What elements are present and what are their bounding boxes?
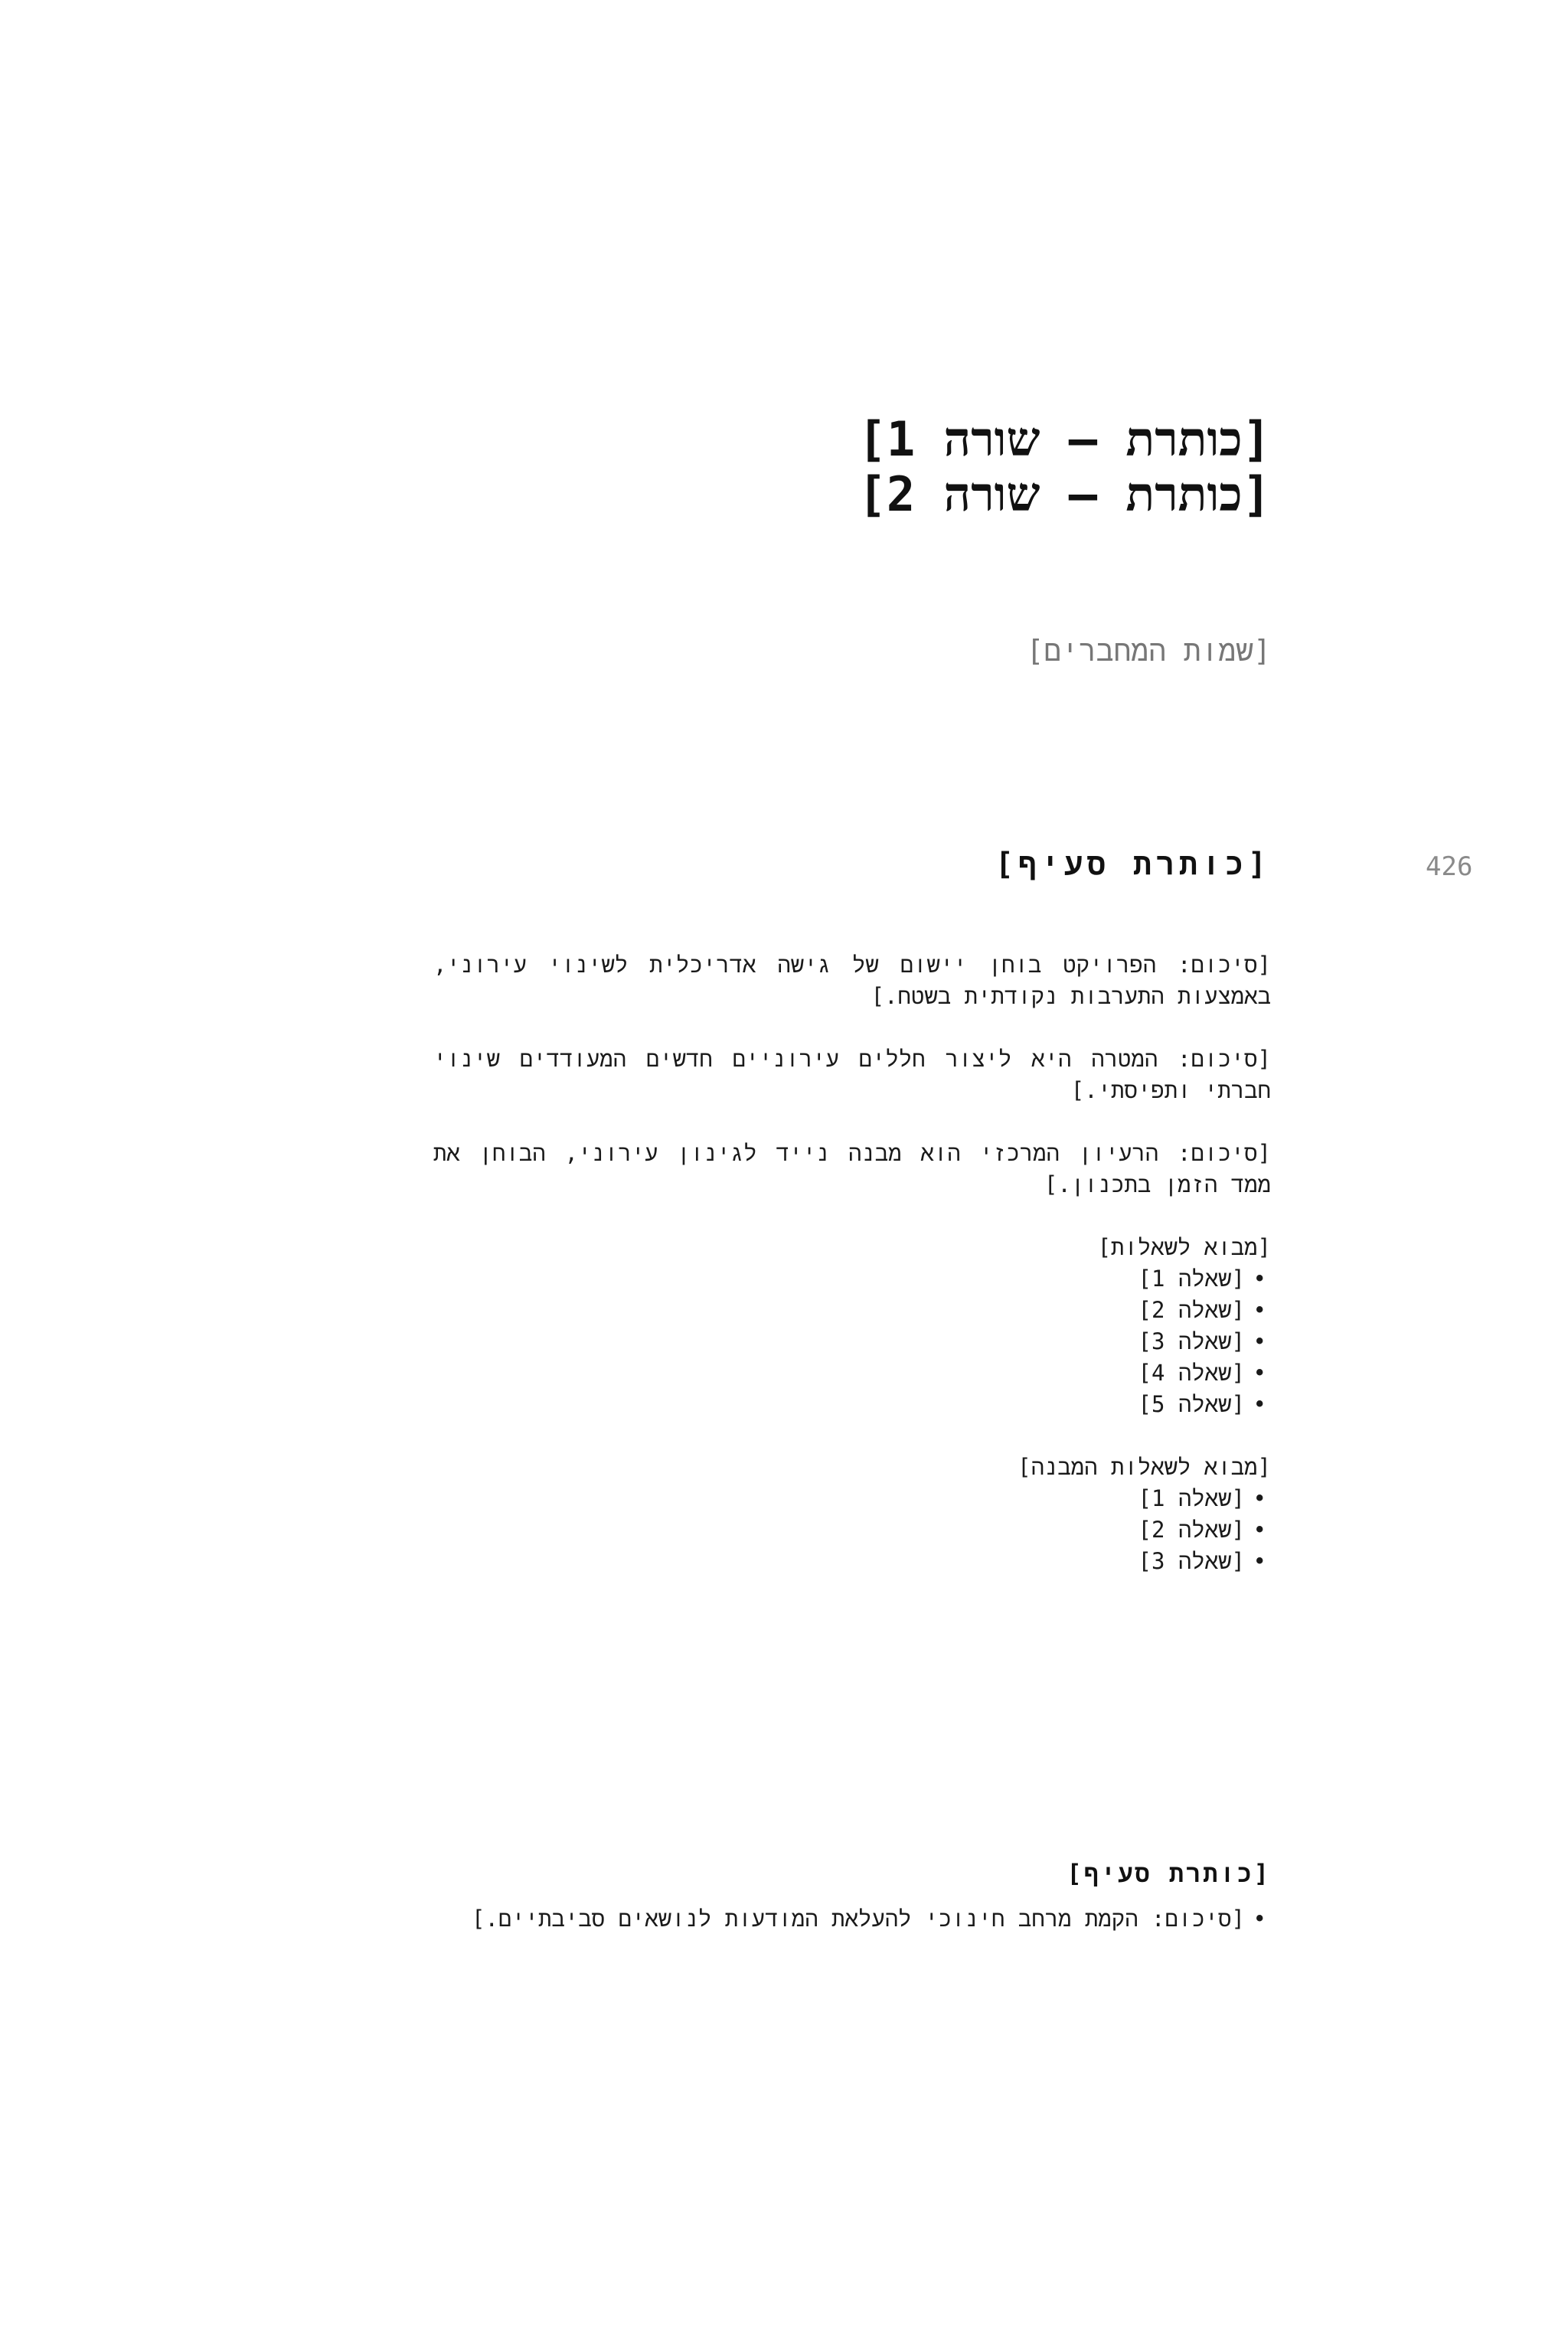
structure-questions-intro: [מבוא לשאלות המבנה]: [1018, 1454, 1271, 1480]
article-title-line-1: [כותרת — שורה 1]: [858, 411, 1271, 467]
list-item: • [שאלה 2]: [433, 1295, 1271, 1326]
list-item: • [שאלה 1]: [433, 1263, 1271, 1295]
list-item: • [שאלה 5]: [433, 1389, 1271, 1420]
page-number: 426: [1426, 851, 1473, 882]
section-heading-background: [כותרת סעיף]: [995, 847, 1271, 882]
planning-goals-body: [433, 1903, 1271, 1966]
list-item: • [סיכום: הקמת מרחב חינוכי להעלאת המודעות לנושאים סביבתיים.]: [433, 1903, 1271, 1935]
article-title-line-2: [כותרת — שורה 2]: [858, 466, 1271, 522]
questions-list: [433, 1263, 1271, 1420]
background-section-body: [433, 949, 1271, 1609]
section-heading-planning-goals: [כותרת סעיף]: [1067, 1859, 1271, 1888]
article-authors: [שמות המחברים]: [1026, 634, 1271, 668]
list-item: • [שאלה 4]: [433, 1357, 1271, 1389]
structure-questions-list: [433, 1483, 1271, 1577]
background-paragraph-2: [סיכום: המטרה היא ליצור חללים עירוניים חדשים המעודדים שינוי חברתי ותפיסתי.]: [433, 1046, 1271, 1103]
list-item: • [שאלה 3]: [433, 1546, 1271, 1577]
list-item: • [שאלה 1]: [433, 1483, 1271, 1514]
background-paragraph-1: [סיכום: הפרויקט בוחן יישום של גישה אדריכלית לשינוי עירוני, באמצעות התערבות נקודתית בשטח.]: [433, 952, 1271, 1009]
list-item: • [שאלה 3]: [433, 1326, 1271, 1357]
background-paragraph-3: [סיכום: הרעיון המרכזי הוא מבנה נייד לגינון עירוני, הבוחן את ממד הזמן בתכנון.]: [433, 1140, 1271, 1197]
questions-intro: [מבוא לשאלות]: [1097, 1234, 1271, 1260]
planning-goals-list: [433, 1903, 1271, 1935]
article-title: [505, 412, 1271, 522]
list-item: • [שאלה 2]: [433, 1514, 1271, 1546]
